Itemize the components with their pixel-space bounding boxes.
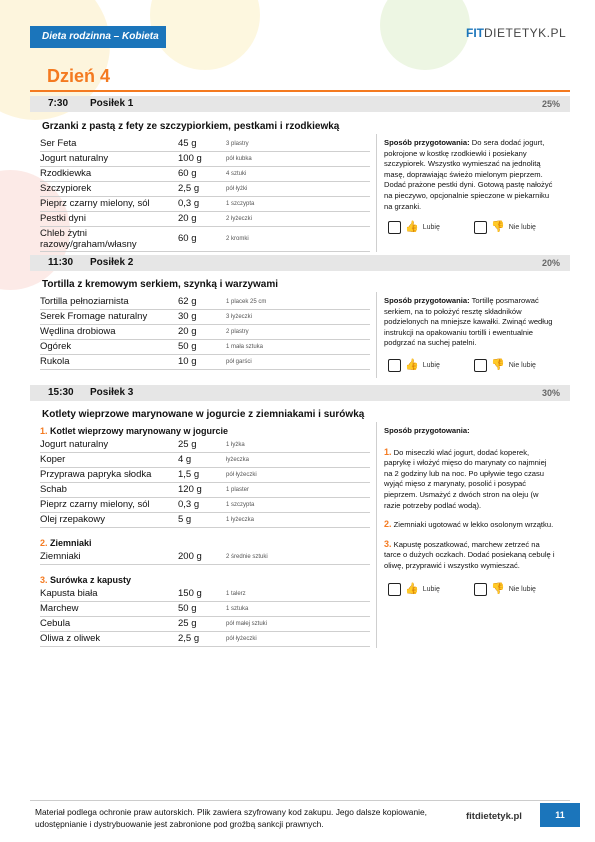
meal-label: Posiłek 3: [90, 387, 134, 398]
subrecipe-name: Ziemniaki: [50, 538, 92, 548]
step-number: 3.: [384, 538, 392, 549]
ingredient-row: [40, 310, 370, 325]
meal-header-1: [30, 96, 570, 112]
meal-time: 7:30: [48, 98, 69, 109]
ingredient-row: [40, 513, 370, 528]
thumbs-up-icon: 👍: [405, 583, 419, 595]
ingredient-row: [40, 137, 370, 152]
meal-percent: 30%: [541, 388, 560, 398]
step-text: Kapustę poszatkować, marchew zetrzeć na tarce o dużych oczkach. Dodać posiekaną cebulę i oliwę, przyprawić i wszystko wymieszać.: [384, 539, 555, 570]
ingredient-row: [40, 632, 370, 647]
fruit-decoration: [150, 0, 260, 70]
ingredient-qty: 60 g: [178, 168, 197, 179]
ingredient-unit: 1 łyżeczka: [226, 517, 255, 523]
subrecipe-number: 1.: [40, 426, 48, 436]
ingredient-qty: 62 g: [178, 296, 197, 307]
meal-time: 15:30: [48, 387, 74, 398]
meal-percent: 20%: [541, 258, 560, 268]
brand-logo: [466, 26, 566, 44]
ingredient-qty: 120 g: [178, 484, 202, 495]
ingredient-unit: pół łyżki: [226, 186, 248, 192]
ingredient-unit: 2 łyżeczki: [226, 216, 253, 222]
ingredient-name: Cebula: [40, 618, 71, 629]
meal-label: Posiłek 1: [90, 98, 134, 109]
ingredient-row: [40, 438, 370, 453]
checkbox[interactable]: [474, 221, 487, 234]
ingredient-qty: 25 g: [178, 618, 197, 629]
ingredient-name: Jogurt naturalny: [40, 153, 109, 164]
ingredient-qty: 50 g: [178, 603, 197, 614]
checkbox[interactable]: [388, 583, 401, 596]
ingredient-name: Schab: [40, 484, 67, 495]
thumbs-up-icon: 👍: [405, 359, 419, 371]
subrecipe-name: Kotlet wieprzowy marynowany w jogurcie: [50, 426, 229, 436]
ingredient-qty: 10 g: [178, 356, 197, 367]
dislike-label: Nie lubię: [508, 362, 536, 369]
ingredient-unit: 3 plastry: [226, 141, 249, 147]
meal-percent: 25%: [541, 99, 560, 109]
diet-tag: Dieta rodzinna – Kobieta: [30, 26, 166, 48]
ingredient-row: [40, 152, 370, 167]
thumbs-down-icon: 👎: [491, 221, 505, 233]
ingredient-unit: pół łyżeczki: [226, 472, 257, 478]
step-number: 2.: [384, 519, 392, 530]
like-label: Lubię: [422, 224, 440, 231]
ingredient-row: [40, 212, 370, 227]
rating-row: [388, 359, 558, 377]
ingredient-row: [40, 227, 370, 252]
ingredient-row: [40, 617, 370, 632]
ingredient-qty: 20 g: [178, 326, 197, 337]
meal-label: Posiłek 2: [90, 257, 134, 268]
ingredient-row: [40, 483, 370, 498]
ingredient-name: Wędlina drobiowa: [40, 326, 116, 337]
page-footer: [30, 800, 570, 835]
ingredient-row: [40, 602, 370, 617]
ingredient-unit: pół łyżeczki: [226, 636, 257, 642]
subrecipe-number: 3.: [40, 575, 48, 585]
like-label: Lubię: [422, 362, 440, 369]
step-text: Do miseczki wlać jogurt, dodać koperek, paprykę i włożyć mięso do marynaty co najmniej na 2 godziny lub na noc. Po upływie tego czasu wyjąć mięso z marynaty, posolić i posypać pieprzem. Usmażyć z dwóch stron na oleju (w razie potrzeby podlać wodą).: [384, 447, 547, 510]
checkbox[interactable]: [388, 359, 401, 372]
prep-body: Tortillę posmarować serkiem, na to położyć resztę składników podzielonych na mniejsze kawałki. Zwinąć według instrukcji na opakowaniu tortilli i ewentualnie podgrzać na suchej patelni.: [384, 296, 553, 348]
prep-step: [384, 447, 556, 512]
ingredient-name: Ogórek: [40, 341, 72, 352]
ingredient-unit: 1 łyżka: [226, 442, 245, 448]
subrecipe-title: [40, 426, 370, 436]
prep-label: Sposób przygotowania:: [384, 426, 470, 435]
column-divider: [376, 134, 377, 252]
ingredient-name: Marchew: [40, 603, 79, 614]
ingredient-name: Koper: [40, 454, 66, 465]
thumbs-down-icon: 👎: [491, 583, 505, 595]
ingredient-unit: 1 placek 25 cm: [226, 299, 267, 305]
ingredient-name: Ser Feta: [40, 138, 77, 149]
dish-title: Grzanki z pastą z fety ze szczypiorkiem, pestkami i rzodkiewką: [42, 121, 340, 132]
rating-row: [388, 221, 558, 239]
ingredient-name: Olej rzepakowy: [40, 514, 105, 525]
ingredient-row: [40, 453, 370, 468]
ingredient-unit: 2 kromki: [226, 236, 249, 242]
dish-title: Kotlety wieprzowe marynowane w jogurcie z ziemniakami i surówką: [42, 409, 365, 420]
logo-rest: DIETETYK.PL: [484, 26, 567, 40]
ingredient-unit: pół małej sztuki: [226, 621, 268, 627]
dislike-label: Nie lubię: [508, 586, 536, 593]
ingredient-row: [40, 587, 370, 602]
ingredient-qty: 30 g: [178, 311, 197, 322]
ingredient-unit: 4 sztuki: [226, 171, 247, 177]
like-label: Lubię: [422, 586, 440, 593]
ingredient-qty: 0,3 g: [178, 198, 200, 209]
footer-site-link[interactable]: fitdietetyk.pl: [466, 811, 522, 822]
thumbs-up-icon: 👍: [405, 221, 419, 233]
ingredient-name: Kapusta biała: [40, 588, 98, 599]
ingredient-qty: 2,5 g: [178, 183, 200, 194]
ingredient-row: [40, 295, 370, 310]
ingredient-name: Rzodkiewka: [40, 168, 92, 179]
ingredient-qty: 100 g: [178, 153, 202, 164]
subrecipe-title: [40, 538, 370, 548]
subrecipe-name: Surówka z kapusty: [50, 575, 132, 585]
checkbox[interactable]: [388, 221, 401, 234]
dislike-button[interactable]: [474, 359, 536, 372]
like-button[interactable]: [388, 221, 440, 234]
ingredient-unit: 1 talerz: [226, 591, 246, 597]
ingredient-row: [40, 340, 370, 355]
ingredient-unit: 1 szczypta: [226, 201, 255, 207]
ingredient-unit: 1 plaster: [226, 487, 250, 493]
dish-title: Tortilla z kremowym serkiem, szynką i warzywami: [42, 279, 279, 290]
ingredient-qty: 20 g: [178, 213, 197, 224]
ingredient-name: Jogurt naturalny: [40, 439, 109, 450]
ingredient-name: Szczypiorek: [40, 183, 92, 194]
ingredient-qty: 150 g: [178, 588, 202, 599]
ingredient-name: Rukola: [40, 356, 70, 367]
step-number: 1.: [384, 446, 392, 457]
prep-text: [384, 426, 556, 572]
ingredient-qty: 2,5 g: [178, 633, 200, 644]
ingredient-row: [40, 182, 370, 197]
prep-step: [384, 539, 556, 572]
ingredient-qty: 60 g: [178, 233, 197, 244]
ingredient-qty: 50 g: [178, 341, 197, 352]
ingredient-name: Ziemniaki: [40, 551, 81, 562]
checkbox[interactable]: [474, 359, 487, 372]
day-divider: [30, 90, 570, 92]
checkbox[interactable]: [474, 583, 487, 596]
meal-header-3: [30, 385, 570, 401]
ingredient-name: Przyprawa papryka słodka: [40, 469, 152, 480]
ingredient-unit: pół kubka: [226, 156, 252, 162]
column-divider: [376, 422, 377, 648]
ingredient-row: [40, 167, 370, 182]
ingredient-name: Serek Fromage naturalny: [40, 311, 148, 322]
dislike-label: Nie lubię: [508, 224, 536, 231]
ingredient-row: [40, 197, 370, 212]
ingredient-name: Tortilla pełnoziarnista: [40, 296, 129, 307]
step-text: Ziemniaki ugotować w lekko osolonym wrzątku.: [393, 520, 554, 530]
prep-step: [384, 519, 556, 531]
meal-time: 11:30: [48, 257, 74, 268]
ingredient-unit: łyżeczka: [226, 457, 250, 463]
ingredient-qty: 200 g: [178, 551, 202, 562]
prep-text: [384, 296, 556, 349]
meal-header-2: [30, 255, 570, 271]
fruit-decoration: [380, 0, 470, 70]
thumbs-down-icon: 👎: [491, 359, 505, 371]
prep-body: Do sera dodać jogurt, pokrojone w kostkę rzodkiewki i posiekany szczypiorek. Wszystko wymieszać na jednolitą masę, doprawiając świeżo mielonym pieprzem. Dodać prażone pestki dyni. Gotową pastę nałożyć na pieczywo, opcjonalnie spieczone w piekarniku na grzanki.: [384, 138, 553, 211]
ingredient-row: [40, 355, 370, 370]
ingredient-unit: 1 szczypta: [226, 502, 255, 508]
day-title: Dzień 4: [47, 66, 111, 86]
ingredient-qty: 5 g: [178, 514, 192, 525]
ingredient-qty: 1,5 g: [178, 469, 200, 480]
subrecipe-title: [40, 575, 370, 585]
prep-label: Sposób przygotowania:: [384, 138, 470, 147]
copyright-notice: Materiał podlega ochronie praw autorskich. Plik zawiera szyfrowany kod zakupu. Jego dalsze kopiowanie, udostępnianie i dystrybuowanie jest zabronione pod groźbą sankcji prawnych.: [35, 807, 427, 829]
ingredient-unit: 2 plastry: [226, 329, 249, 335]
ingredient-qty: 25 g: [178, 439, 197, 450]
ingredient-unit: pół garści: [226, 359, 252, 365]
ingredient-qty: 4 g: [178, 454, 192, 465]
ingredient-unit: 1 sztuka: [226, 606, 249, 612]
rating-row: [388, 583, 558, 601]
logo-fit: FIT: [466, 26, 484, 40]
ingredient-row: [40, 468, 370, 483]
like-button[interactable]: [388, 583, 440, 596]
ingredient-row: [40, 550, 370, 565]
dislike-button[interactable]: [474, 583, 536, 596]
ingredient-table: [40, 419, 370, 647]
prep-text: [384, 138, 556, 212]
prep-label: Sposób przygotowania:: [384, 296, 470, 305]
page-number: 11: [540, 803, 580, 827]
ingredient-qty: 0,3 g: [178, 499, 200, 510]
ingredient-qty: 45 g: [178, 138, 197, 149]
ingredient-unit: 3 łyżeczki: [226, 314, 253, 320]
ingredient-unit: 2 średnie sztuki: [226, 554, 268, 560]
ingredient-name: Pieprz czarny mielony, sól: [40, 198, 150, 209]
subrecipe-number: 2.: [40, 538, 48, 548]
dislike-button[interactable]: [474, 221, 536, 234]
column-divider: [376, 292, 377, 378]
ingredient-name: Chleb żytni razowy/graham/własny: [40, 228, 137, 250]
ingredient-row: [40, 325, 370, 340]
ingredient-name: Oliwa z oliwek: [40, 633, 101, 644]
ingredient-table: [40, 295, 370, 370]
ingredient-name: Pieprz czarny mielony, sól: [40, 499, 150, 510]
ingredient-unit: 1 mała sztuka: [226, 344, 264, 350]
ingredient-name: Pestki dyni: [40, 213, 86, 224]
ingredient-row: [40, 498, 370, 513]
like-button[interactable]: [388, 359, 440, 372]
ingredient-table: [40, 137, 370, 252]
